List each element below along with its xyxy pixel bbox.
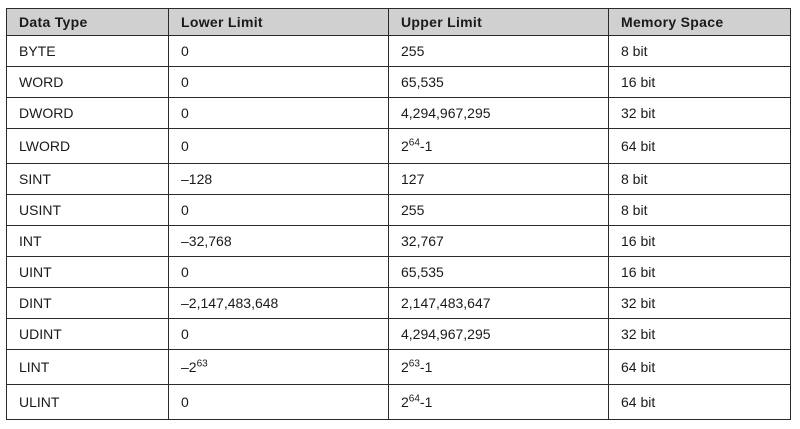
table-row: [7, 226, 791, 257]
cell-data-type: USINT: [7, 195, 169, 226]
table-row: [7, 288, 791, 319]
cell-data-type: UDINT: [7, 319, 169, 350]
cell-upper-limit: 65,535: [389, 67, 609, 98]
table-row: [7, 129, 791, 164]
table-row: [7, 350, 791, 385]
upper-base: 2: [401, 359, 409, 375]
table-body: [7, 36, 791, 420]
upper-exponent: 63: [408, 358, 420, 370]
upper-exponent: 64: [408, 393, 420, 405]
cell-lower-limit: [169, 350, 389, 385]
header-memory-space: Memory Space: [609, 9, 791, 36]
cell-memory-space: 16 bit: [609, 226, 791, 257]
cell-memory-space: 8 bit: [609, 164, 791, 195]
header-row: [7, 9, 791, 36]
cell-data-type: BYTE: [7, 36, 169, 67]
lower-exponent: 63: [196, 358, 208, 370]
cell-memory-space: 32 bit: [609, 288, 791, 319]
cell-lower-limit: 0: [169, 195, 389, 226]
cell-upper-limit: 2,147,483,647: [389, 288, 609, 319]
cell-upper-limit: 4,294,967,295: [389, 319, 609, 350]
cell-lower-limit: 0: [169, 67, 389, 98]
cell-memory-space: 64 bit: [609, 129, 791, 164]
table-header: [7, 9, 791, 36]
cell-upper-limit: [389, 350, 609, 385]
cell-lower-limit: 0: [169, 257, 389, 288]
table-row: [7, 98, 791, 129]
cell-upper-limit: [389, 129, 609, 164]
upper-suffix: -1: [419, 359, 433, 375]
table-row: [7, 195, 791, 226]
table-row: [7, 67, 791, 98]
cell-memory-space: 16 bit: [609, 67, 791, 98]
cell-lower-limit: –32,768: [169, 226, 389, 257]
data-type-table-container: [6, 8, 791, 420]
cell-data-type: WORD: [7, 67, 169, 98]
cell-memory-space: 32 bit: [609, 98, 791, 129]
table-row: [7, 164, 791, 195]
cell-data-type: UINT: [7, 257, 169, 288]
cell-data-type: DWORD: [7, 98, 169, 129]
cell-lower-limit: 0: [169, 98, 389, 129]
cell-data-type: ULINT: [7, 385, 169, 420]
cell-data-type: DINT: [7, 288, 169, 319]
table-row: [7, 319, 791, 350]
cell-lower-limit: 0: [169, 36, 389, 67]
table-row: [7, 36, 791, 67]
upper-suffix: -1: [419, 138, 433, 154]
data-type-table: [6, 8, 791, 420]
lower-base: –2: [181, 359, 197, 375]
cell-data-type: LWORD: [7, 129, 169, 164]
header-lower-limit: Lower Limit: [169, 9, 389, 36]
cell-lower-limit: 0: [169, 319, 389, 350]
header-data-type: Data Type: [7, 9, 169, 36]
cell-upper-limit: 4,294,967,295: [389, 98, 609, 129]
upper-exponent: 64: [408, 137, 420, 149]
header-upper-limit: Upper Limit: [389, 9, 609, 36]
cell-upper-limit: 32,767: [389, 226, 609, 257]
cell-data-type: INT: [7, 226, 169, 257]
cell-memory-space: 32 bit: [609, 319, 791, 350]
table-row: [7, 257, 791, 288]
cell-upper-limit: 255: [389, 36, 609, 67]
cell-lower-limit: –128: [169, 164, 389, 195]
cell-memory-space: 8 bit: [609, 36, 791, 67]
upper-suffix: -1: [419, 394, 433, 410]
cell-data-type: LINT: [7, 350, 169, 385]
cell-upper-limit: 255: [389, 195, 609, 226]
cell-upper-limit: 127: [389, 164, 609, 195]
cell-memory-space: 64 bit: [609, 350, 791, 385]
upper-base: 2: [401, 138, 409, 154]
cell-data-type: SINT: [7, 164, 169, 195]
cell-lower-limit: 0: [169, 129, 389, 164]
table-row: [7, 385, 791, 420]
cell-memory-space: 64 bit: [609, 385, 791, 420]
cell-lower-limit: 0: [169, 385, 389, 420]
cell-memory-space: 8 bit: [609, 195, 791, 226]
upper-base: 2: [401, 394, 409, 410]
cell-upper-limit: 65,535: [389, 257, 609, 288]
cell-memory-space: 16 bit: [609, 257, 791, 288]
cell-lower-limit: –2,147,483,648: [169, 288, 389, 319]
cell-upper-limit: [389, 385, 609, 420]
